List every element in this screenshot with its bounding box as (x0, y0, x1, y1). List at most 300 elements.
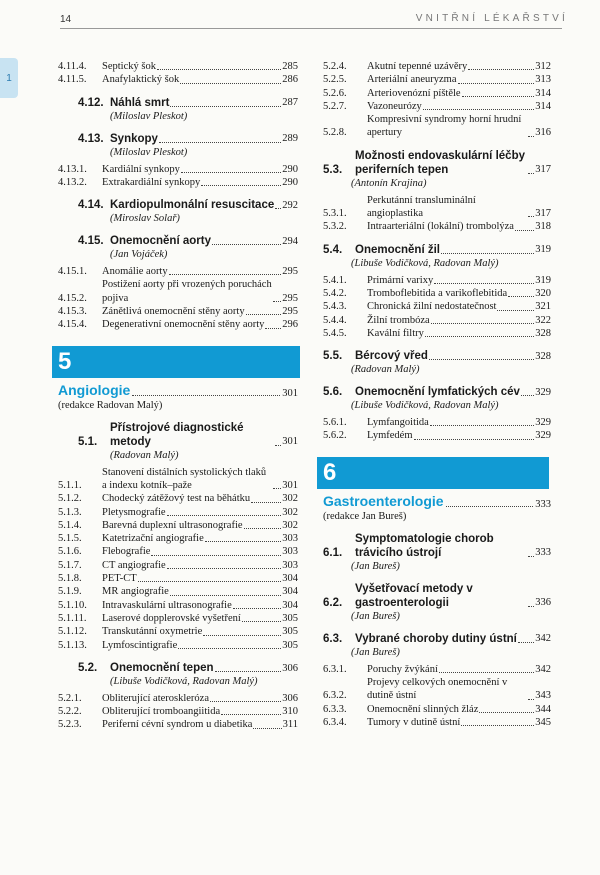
toc-subentry[interactable] (323, 429, 551, 442)
dot-leader (439, 672, 534, 673)
entry-title: Náhlá smrt (110, 96, 170, 109)
dot-leader (515, 230, 534, 231)
toc-subentry[interactable] (323, 676, 551, 703)
entry-title: Extrakardiální synkopy (102, 176, 201, 188)
page-ref: 289 (282, 133, 298, 145)
entry-number: 4.13. (78, 132, 104, 145)
entry-title: Obliterující tromboangiitida (102, 706, 221, 718)
entry-title: Stanovení distálních systolických tlaků a indexu kotník–paže (102, 466, 267, 491)
page-ref: 303 (282, 559, 298, 571)
toc-section-entry[interactable] (58, 421, 298, 449)
page-number: 14 (60, 14, 72, 25)
entry-title: Akutní tepenné uzávěry (367, 61, 468, 72)
chapter-number: 5 (58, 347, 72, 375)
dot-leader (479, 712, 534, 713)
dot-leader (528, 173, 534, 174)
chapter-title-entry[interactable] (58, 382, 298, 399)
toc-subentry[interactable] (58, 492, 298, 505)
entry-number: 5.6.1. (323, 417, 347, 429)
page-ref: 320 (535, 287, 551, 299)
entry-number: 6.3.4. (323, 716, 347, 728)
toc-subentry[interactable] (323, 113, 551, 140)
toc-subentry[interactable] (58, 612, 298, 625)
entry-title: Tumory v dutině ústní (367, 716, 461, 728)
chapter-title-entry[interactable] (323, 493, 551, 510)
page-ref: 343 (535, 690, 551, 702)
toc-subentry[interactable] (58, 163, 298, 176)
toc-subentry[interactable] (323, 314, 551, 327)
page-ref: 295 (282, 306, 298, 318)
toc-subentry[interactable] (323, 220, 551, 233)
toc-subentry[interactable] (323, 100, 551, 113)
dot-leader (203, 635, 281, 636)
entry-number: 5.1.6. (58, 546, 82, 558)
section-author: (Jan Bureš) (351, 646, 400, 658)
entry-number: 5.4.4. (323, 314, 347, 326)
entry-title: Vybrané choroby dutiny ústní (355, 632, 517, 645)
page-ref: 318 (535, 221, 551, 233)
page-ref: 294 (282, 235, 298, 247)
entry-title: Lymfoscintigrafie (102, 639, 178, 651)
page-ref: 303 (282, 546, 298, 558)
dot-leader (212, 244, 281, 245)
entry-title: Barevná duplexní ultrasonografie (102, 519, 243, 531)
page-ref: 328 (535, 350, 551, 362)
page-ref: 329 (535, 386, 551, 398)
dot-leader (441, 253, 534, 254)
entry-title: Perkutánní transluminální angioplastika (367, 194, 476, 220)
entry-number: 6.3.3. (323, 703, 347, 715)
entry-title: Poruchy žvýkání (367, 663, 438, 675)
entry-number: 5.2.3. (58, 719, 82, 731)
entry-title: Onemocnění žil (355, 243, 440, 256)
section-author: (Jan Vojáček) (110, 249, 168, 261)
dot-leader (468, 69, 534, 70)
entry-title: Onemocnění slinných žláz (367, 703, 479, 715)
toc-section-entry[interactable] (323, 349, 551, 363)
dot-leader (425, 336, 534, 337)
section-author: (Miloslav Pleskot) (110, 146, 188, 158)
page-ref: 290 (282, 163, 298, 175)
toc-subentry[interactable] (323, 60, 551, 73)
page-ref: 333 (535, 498, 551, 510)
entry-number: 5.1.4. (58, 519, 82, 531)
toc-subentry[interactable] (323, 73, 551, 86)
dot-leader (275, 208, 281, 209)
page-ref: 317 (535, 164, 551, 176)
toc-subentry[interactable] (323, 87, 551, 100)
entry-title: Katetrizační angiografie (102, 533, 204, 545)
page-ref: 301 (282, 387, 298, 399)
section-author: (Jan Bureš) (351, 560, 400, 572)
dot-leader (210, 701, 281, 702)
entry-number: 4.11.4. (58, 61, 87, 72)
dot-leader (205, 541, 282, 542)
entry-number: 5.1.10. (58, 599, 87, 611)
toc-section-entry[interactable] (323, 149, 551, 177)
entry-title: Postižení aorty při vrozených poruchách pojiva (102, 279, 272, 304)
dot-leader (215, 671, 282, 672)
section-author: (Jan Bureš) (351, 610, 400, 622)
page-ref: 301 (282, 436, 298, 448)
toc-subentry[interactable] (323, 327, 551, 340)
entry-number: 5.6. (323, 386, 343, 399)
dot-leader (446, 506, 534, 507)
entry-title: CT angiografie (102, 559, 166, 571)
dot-leader (265, 328, 281, 329)
toc-subentry[interactable] (58, 506, 298, 519)
entry-number: 5.1.11. (58, 612, 87, 624)
page-ref: 306 (282, 662, 298, 674)
page-ref: 345 (535, 716, 551, 728)
toc-subentry[interactable] (58, 265, 298, 278)
toc-subentry[interactable] (323, 287, 551, 300)
page-ref: 292 (282, 199, 298, 211)
entry-title: Septický šok (102, 61, 156, 72)
toc-subentry[interactable] (58, 176, 298, 189)
toc-subentry[interactable] (58, 639, 298, 652)
dot-leader (167, 515, 282, 516)
toc-subentry[interactable] (323, 300, 551, 313)
header-rule (60, 28, 562, 29)
page-ref: 319 (535, 244, 551, 256)
entry-number: 4.15.2. (58, 292, 87, 304)
toc-subentry[interactable] (58, 705, 298, 718)
entry-number: 5.1.1. (58, 479, 82, 491)
page-ref: 321 (535, 301, 551, 313)
toc-subentry[interactable] (58, 278, 298, 305)
chapter-number-banner (317, 457, 549, 489)
toc-subentry[interactable] (58, 559, 298, 572)
dot-leader (458, 83, 535, 84)
dot-leader (497, 310, 534, 311)
toc-section-entry[interactable] (323, 532, 551, 560)
entry-number: 4.15.1. (58, 266, 87, 278)
toc-section-entry[interactable] (58, 198, 298, 212)
entry-title: Zánětlivá onemocnění stěny aorty (102, 306, 245, 318)
chapter-title-text: Angiologie (58, 381, 131, 398)
entry-number: 4.13.2. (58, 176, 87, 188)
section-author: (Miroslav Solař) (110, 213, 180, 225)
entry-number: 5.2.1. (58, 692, 82, 704)
entry-number: 5.1.5. (58, 533, 82, 545)
dot-leader (431, 323, 535, 324)
dot-leader (180, 83, 281, 84)
dot-leader (429, 359, 534, 360)
dot-leader (167, 568, 282, 569)
dot-leader (430, 425, 534, 426)
entry-number: 5.2. (78, 661, 98, 674)
page-ref: 314 (535, 87, 551, 99)
toc-subentry[interactable] (323, 416, 551, 429)
entry-title: Symptomatologie chorob trávicího ústrojí (355, 532, 494, 559)
toc-subentry[interactable] (58, 545, 298, 558)
dot-leader (461, 725, 534, 726)
toc-subentry[interactable] (323, 274, 551, 287)
chapter-number-banner (52, 346, 300, 378)
section-author: (Radovan Malý) (351, 364, 420, 376)
toc-subentry[interactable] (323, 703, 551, 716)
dot-leader (528, 216, 534, 217)
entry-number: 6.3. (323, 632, 343, 645)
dot-leader (528, 556, 534, 557)
toc-subentry[interactable] (58, 532, 298, 545)
chapter-title-text: Gastroenterologie (323, 492, 444, 509)
entry-number: 6.2. (323, 596, 343, 609)
entry-title: Tromboflebitida a varikoflebitida (367, 287, 508, 299)
page-ref: 304 (282, 599, 298, 611)
toc-subentry[interactable] (58, 692, 298, 705)
page-ref: 303 (282, 533, 298, 545)
entry-title: Intravaskulární ultrasonografie (102, 599, 232, 611)
entry-number: 5.4.5. (323, 327, 347, 339)
page-ref: 316 (535, 127, 551, 139)
page-ref: 313 (535, 74, 551, 86)
page-ref: 302 (282, 506, 298, 518)
toc-section-entry[interactable] (323, 243, 551, 257)
page-ref: 344 (535, 703, 551, 715)
dot-leader (253, 728, 281, 729)
dot-leader (138, 581, 282, 582)
entry-title: MR angiografie (102, 586, 169, 598)
entry-title: Onemocnění lymfatických cév (355, 386, 520, 399)
section-author: (Libuše Vodičková, Radovan Malý) (351, 257, 499, 269)
toc-subentry[interactable] (58, 466, 298, 493)
dot-leader (275, 445, 281, 446)
entry-number: 5.2.7. (323, 100, 347, 112)
entry-number: 5.3.2. (323, 221, 347, 233)
page-ref: 301 (282, 479, 298, 491)
dot-leader (221, 714, 281, 715)
toc-right-column (323, 60, 551, 729)
dot-leader (159, 142, 281, 143)
entry-title: Intraarteriální (lokální) trombolýza (367, 221, 514, 233)
dot-leader (434, 283, 534, 284)
toc-subentry[interactable] (58, 599, 298, 612)
toc-section-entry[interactable] (323, 632, 551, 646)
entry-number: 5.2.8. (323, 127, 347, 139)
section-author: (Libuše Vodičková, Radovan Malý) (110, 675, 258, 687)
page-ref: 319 (535, 274, 551, 286)
dot-leader (414, 439, 535, 440)
entry-number: 5.4.1. (323, 274, 347, 286)
page-ref: 342 (535, 663, 551, 675)
page-ref: 336 (535, 597, 551, 609)
page-ref: 312 (535, 61, 551, 72)
dot-leader (462, 96, 535, 97)
dot-leader (528, 606, 534, 607)
toc-section-entry[interactable] (323, 385, 551, 399)
entry-title: Onemocnění aorty (110, 235, 211, 248)
dot-leader (169, 274, 282, 275)
page-ref: 329 (535, 417, 551, 429)
toc-subentry[interactable] (323, 716, 551, 729)
toc-subentry[interactable] (58, 73, 298, 86)
page-ref: 286 (282, 74, 298, 86)
section-author: (Miloslav Pleskot) (110, 110, 188, 122)
entry-title: PET-CT (102, 573, 137, 585)
running-title: VNITŘNÍ LÉKAŘSTVÍ (415, 13, 568, 24)
page-ref: 290 (282, 176, 298, 188)
entry-title: Arteriovenózní píštěle (367, 87, 461, 99)
page-ref: 333 (535, 547, 551, 559)
dot-leader (157, 69, 281, 70)
entry-number: 5.1.3. (58, 506, 82, 518)
dot-leader (521, 395, 534, 396)
page-ref: 317 (535, 208, 551, 220)
entry-number: 4.15.3. (58, 306, 87, 318)
entry-number: 5.2.5. (323, 74, 347, 86)
entry-number: 5.2.4. (323, 61, 347, 72)
section-author: (Radovan Malý) (110, 449, 179, 461)
toc-subentry[interactable] (58, 718, 298, 731)
page-ref: 296 (282, 319, 298, 331)
entry-title: Chronická žilní nedostatečnost (367, 301, 497, 313)
entry-title: Lymfangoitida (367, 417, 429, 429)
entry-number: 4.14. (78, 199, 104, 212)
page-ref: 305 (282, 612, 298, 624)
dot-leader (178, 648, 281, 649)
entry-title: Bércový vřed (355, 350, 428, 363)
page-ref: 328 (535, 327, 551, 339)
page-ref: 302 (282, 519, 298, 531)
entry-number: 5.1.12. (58, 626, 87, 638)
entry-number: 4.11.5. (58, 74, 87, 86)
toc-subentry[interactable] (323, 194, 551, 221)
page-ref: 342 (535, 633, 551, 645)
dot-leader (242, 621, 281, 622)
dot-leader (151, 555, 281, 556)
entry-number: 6.1. (323, 546, 343, 559)
entry-title: Kardiální synkopy (102, 163, 180, 175)
toc-subentry[interactable] (58, 625, 298, 638)
entry-number: 5.4. (323, 243, 343, 256)
toc-section-entry[interactable] (58, 661, 298, 675)
entry-title: Primární varixy (367, 274, 434, 286)
entry-title: Žilní trombóza (367, 314, 430, 326)
entry-number: 5.2.6. (323, 87, 347, 99)
entry-title: Flebografie (102, 546, 151, 558)
entry-title: Kardiopulmonální resuscitace (110, 199, 275, 212)
toc-section-entry[interactable] (323, 582, 551, 610)
entry-title: Lymfedém (367, 430, 413, 442)
toc-subentry[interactable] (58, 572, 298, 585)
entry-title: Kompresivní syndromy horní hrudní apertury (367, 114, 522, 139)
entry-number: 5.4.2. (323, 287, 347, 299)
dot-leader (528, 136, 534, 137)
dot-leader (181, 172, 281, 173)
entry-title: Onemocnění tepen (110, 661, 214, 674)
page-ref: 304 (282, 573, 298, 585)
toc-left-column (58, 60, 298, 732)
entry-number: 5.1.9. (58, 586, 82, 598)
page-ref: 306 (282, 692, 298, 704)
dot-leader (273, 488, 281, 489)
entry-number: 4.15. (78, 235, 104, 248)
entry-number: 5.3.1. (323, 208, 347, 220)
chapter-editor: (redakce Radovan Malý) (58, 399, 163, 411)
entry-title: Degenerativní onemocnění stěny aorty (102, 319, 265, 331)
toc-subentry[interactable] (58, 60, 298, 73)
entry-title: Pletysmografie (102, 506, 166, 518)
section-author: (Antonín Krajina) (351, 177, 427, 189)
entry-title: Synkopy (110, 132, 158, 145)
page-ref: 311 (282, 719, 298, 731)
toc-subentry[interactable] (58, 519, 298, 532)
entry-title: Vazoneurózy (367, 100, 422, 112)
dot-leader (244, 528, 282, 529)
entry-number: 5.5. (323, 350, 343, 363)
page-ref: 285 (282, 61, 298, 72)
entry-title: Arteriální aneuryzma (367, 74, 457, 86)
toc-subentry[interactable] (58, 318, 298, 331)
dot-leader (273, 301, 281, 302)
page-header (0, 0, 600, 30)
entry-title: Možnosti endovaskulární léčby periferních tepen (355, 149, 525, 176)
section-author: (Libuše Vodičková, Radovan Malý) (351, 400, 499, 412)
entry-number: 5.4.3. (323, 301, 347, 313)
page-ref: 305 (282, 626, 298, 638)
chapter-number: 6 (323, 458, 337, 486)
entry-number: 6.3.2. (323, 690, 347, 702)
dot-leader (246, 314, 282, 315)
page-ref: 287 (282, 97, 298, 109)
toc-section-entry[interactable] (58, 234, 298, 248)
dot-leader (201, 185, 281, 186)
entry-number: 5.1.8. (58, 573, 82, 585)
entry-title: Periferní cévní syndrom u diabetika (102, 719, 253, 731)
dot-leader (251, 502, 281, 503)
entry-number: 4.12. (78, 96, 104, 109)
page-ref: 329 (535, 430, 551, 442)
page-ref: 310 (282, 706, 298, 718)
page-ref: 314 (535, 100, 551, 112)
page-ref: 295 (282, 266, 298, 278)
dot-leader (132, 395, 280, 396)
toc-subentry[interactable] (58, 305, 298, 318)
entry-number: 5.3. (323, 163, 343, 176)
entry-number: 5.1.13. (58, 639, 87, 651)
dot-leader (170, 595, 281, 596)
entry-number: 5.1.2. (58, 493, 82, 505)
entry-title: Laserové dopplerovské vyšetření (102, 612, 241, 624)
toc-subentry[interactable] (323, 663, 551, 676)
chapter-side-tab: 1 (0, 58, 18, 98)
entry-number: 5.2.2. (58, 706, 82, 718)
dot-leader (528, 699, 534, 700)
entry-title: Transkutánní oxymetrie (102, 626, 203, 638)
toc-section-entry[interactable] (58, 96, 298, 110)
entry-title: Projevy celkových onemocnění v dutině ústní (367, 677, 508, 702)
chapter-editor: (redakce Jan Bureš) (323, 510, 407, 522)
toc-subentry[interactable] (58, 585, 298, 598)
dot-leader (518, 642, 534, 643)
entry-title: Kavální filtry (367, 327, 424, 339)
entry-title: Vyšetřovací metody v gastroenterologii (355, 582, 473, 609)
page-ref: 302 (282, 493, 298, 505)
entry-number: 5.1. (78, 435, 98, 448)
entry-number: 4.15.4. (58, 319, 87, 331)
toc-section-entry[interactable] (58, 132, 298, 146)
entry-title: Obliterující ateroskleróza (102, 692, 209, 704)
page-ref: 305 (282, 639, 298, 651)
entry-number: 4.13.1. (58, 163, 87, 175)
page-ref: 322 (535, 314, 551, 326)
entry-number: 5.1.7. (58, 559, 82, 571)
entry-title: Přístrojové diagnostické metody (110, 421, 244, 448)
dot-leader (170, 106, 281, 107)
entry-title: Anafylaktický šok (102, 74, 180, 86)
